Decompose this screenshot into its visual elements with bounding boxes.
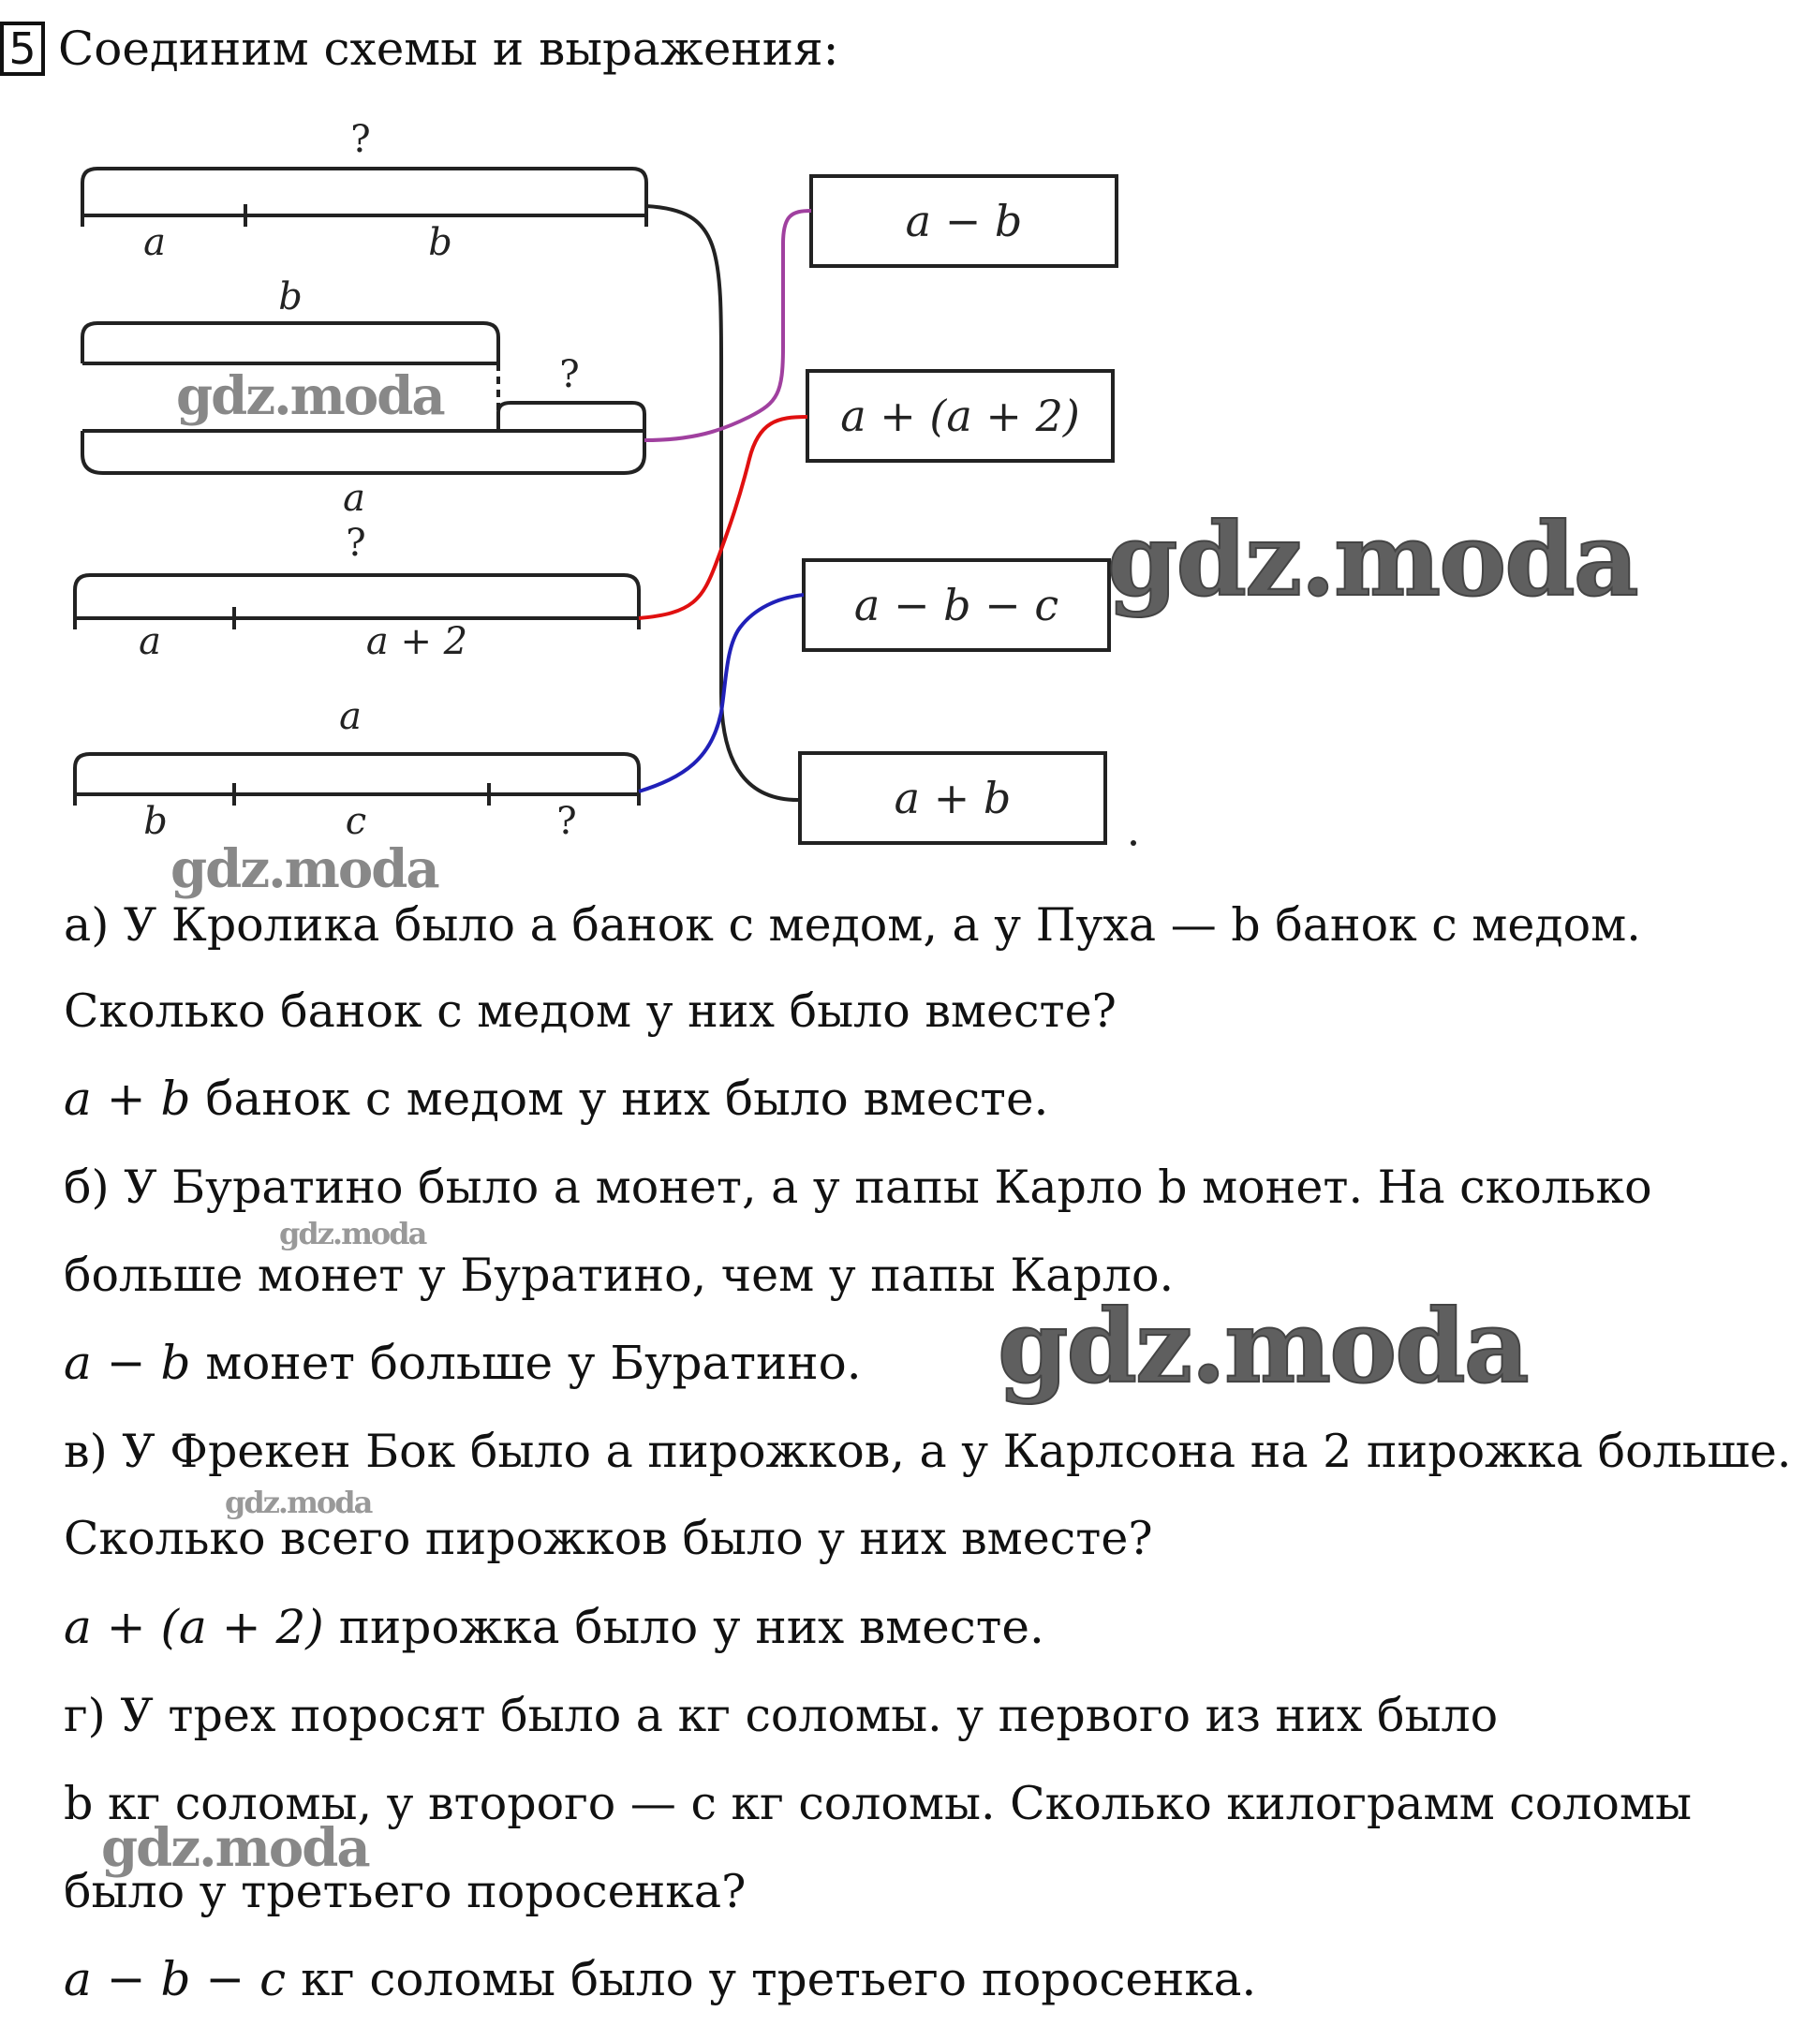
problem-c-line1: в) У Фрекен Бок было a пирожков, а у Карлсона на 2 пирожка больше.: [64, 1425, 1792, 1478]
s2-bottom-label: a: [343, 477, 365, 520]
s4-left-label: b: [143, 800, 168, 843]
s1-left-label: a: [143, 221, 166, 264]
s4-right-label: ?: [556, 800, 577, 843]
problem-b-line1: б) У Буратино было a монет, а у папы Карло b монет. На сколько: [64, 1161, 1652, 1214]
watermark: gdz.moda: [101, 1817, 369, 1879]
watermark: gdz.moda: [225, 1485, 372, 1520]
link-purple: [644, 211, 811, 440]
scheme-4: [75, 754, 639, 806]
watermark: gdz.moda: [998, 1288, 1528, 1406]
box-3-text: a − b − c: [853, 580, 1059, 630]
problem-c-line2: Сколько всего пирожков было у них вместе?: [64, 1512, 1153, 1565]
exercise-header: [0, 21, 838, 77]
exercise-title: Соединим схемы и выражения:: [58, 22, 839, 76]
answer-b-text: монет больше у Буратино.: [205, 1336, 862, 1390]
problem-b-line2: больше монет у Буратино, чем у папы Карло.: [64, 1249, 1175, 1302]
watermark: gdz.moda: [279, 1216, 426, 1251]
watermark: gdz.moda: [170, 838, 438, 900]
trailing-dot: [1131, 840, 1136, 846]
problem-a-line2: Сколько банок с медом у них было вместе?: [64, 984, 1117, 1038]
exercise-number: 5: [0, 22, 45, 76]
s4-middle-label: c: [345, 800, 367, 843]
box-2-text: a + (a + 2): [840, 391, 1080, 441]
s1-top-label: ?: [350, 122, 371, 161]
s1-right-label: b: [428, 221, 452, 264]
problem-d-answer: [64, 1951, 1256, 2007]
answer-a-text: банок с медом у них было вместе.: [205, 1072, 1049, 1126]
answer-a-expression: a + b: [64, 1072, 191, 1126]
box-4-text: a + b: [894, 773, 1012, 823]
answer-c-text: пирожка было у них вместе.: [338, 1600, 1044, 1654]
s3-right-label: a + 2: [365, 620, 468, 663]
s3-top-label: ?: [346, 522, 366, 565]
answer-b-expression: a − b: [64, 1336, 191, 1390]
s2-top-label: b: [278, 275, 303, 318]
watermark: gdz.moda: [1107, 501, 1637, 619]
answer-d-expression: a − b − c: [64, 1952, 287, 2006]
watermark: gdz.moda: [176, 365, 444, 427]
answer-c-expression: a + (a + 2): [64, 1600, 324, 1654]
scheme-1: [82, 169, 646, 227]
answer-d-text: кг соломы было у третьего поросенка.: [301, 1952, 1257, 2006]
problem-a-answer: [64, 1071, 1048, 1127]
s3-left-label: a: [139, 620, 161, 663]
s2-gap-label: ?: [559, 353, 580, 396]
problem-d-line1: г) У трех поросят было a кг соломы. у первого из них было: [64, 1689, 1499, 1742]
problem-b-answer: [64, 1335, 862, 1391]
problem-d-line2: b кг соломы, у второго — c кг соломы. Сколько килограмм соломы: [64, 1777, 1692, 1830]
scheme-diagram: [0, 122, 1171, 871]
s4-top-label: a: [339, 695, 362, 738]
problem-a-line1: а) У Кролика было a банок с медом, а у Пуха — b банок с медом.: [64, 898, 1641, 952]
box-1-text: a − b: [905, 196, 1023, 246]
problem-d-line3: было у третьего поросенка?: [64, 1865, 747, 1918]
problem-c-answer: [64, 1599, 1044, 1655]
